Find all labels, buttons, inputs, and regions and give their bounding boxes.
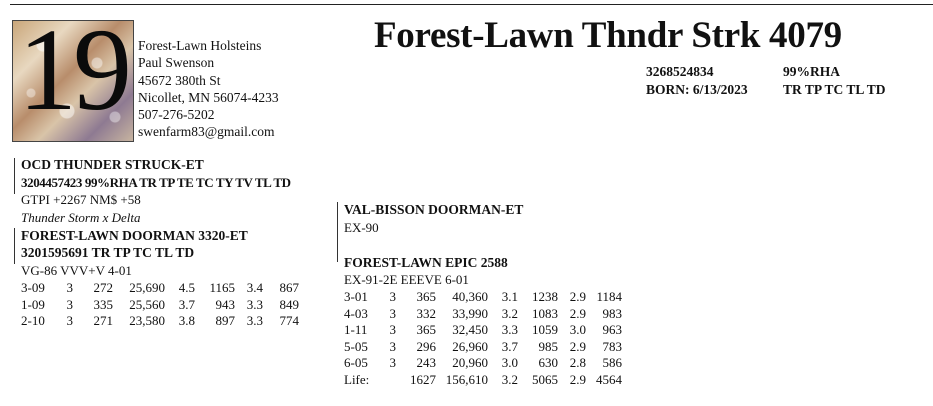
record-age: 3-01 xyxy=(344,289,368,304)
lot-number-box xyxy=(12,20,134,142)
record-age: 2-10 xyxy=(21,313,45,328)
record-milk: 26,960 xyxy=(452,338,488,354)
granddam-classification: EX-91-2E EEEVE 6-01 xyxy=(344,272,469,287)
record-fat-pct: 3.1 xyxy=(501,289,518,304)
city-state-zip: Nicollet, MN 56074-4233 xyxy=(138,89,279,105)
record-times: 3 xyxy=(389,355,396,370)
top-rule xyxy=(10,4,933,5)
record-milk: 25,560 xyxy=(129,296,165,312)
lot-number: 19 xyxy=(18,20,128,135)
lifetime-fat: 5065 xyxy=(532,371,558,387)
record-protein-pct: 3.3 xyxy=(246,313,263,328)
record-age: 3-09 xyxy=(21,280,45,295)
sire-bracket xyxy=(14,158,15,194)
record-fat-pct: 3.3 xyxy=(501,322,518,337)
record-protein-pct: 3.4 xyxy=(246,280,263,295)
lifetime-label: Life: xyxy=(344,371,370,387)
record-protein: 867 xyxy=(279,280,299,295)
record-fat-pct: 4.5 xyxy=(178,280,195,295)
record-days: 365 xyxy=(416,289,436,304)
record-milk: 20,960 xyxy=(452,355,488,370)
dam-classification: VG-86 VVV+V 4-01 xyxy=(21,263,132,278)
record-times: 3 xyxy=(389,289,396,304)
record-times: 3 xyxy=(389,338,396,354)
record-days: 271 xyxy=(93,313,113,328)
record-fat-pct: 3.2 xyxy=(501,305,518,321)
animal-info xyxy=(646,63,886,98)
record-protein-pct: 2.9 xyxy=(569,289,586,304)
lifetime-milk: 156,610 xyxy=(445,371,488,387)
table-row xyxy=(344,306,622,323)
record-days: 332 xyxy=(416,305,436,321)
registration-number: 3268524834 xyxy=(646,64,714,79)
genetic-codes: TR TP TC TL TD xyxy=(783,81,886,97)
record-fat: 1083 xyxy=(532,305,558,321)
sire-name: OCD THUNDER STRUCK-ET xyxy=(21,157,204,172)
record-days: 296 xyxy=(416,338,436,354)
table-row xyxy=(344,339,622,356)
table-row xyxy=(344,289,622,306)
rha-percent: 99%RHA xyxy=(783,64,840,79)
record-age: 5-05 xyxy=(344,338,368,354)
sire-registration: 3204457423 99%RHA TR TP TE TC TY TV TL TD xyxy=(21,175,291,190)
dam-name: FOREST-LAWN DOORMAN 3320-ET xyxy=(21,228,248,243)
record-times: 3 xyxy=(66,313,73,328)
table-row xyxy=(344,355,622,372)
birth-date: BORN: 6/13/2023 xyxy=(646,81,748,97)
record-protein: 849 xyxy=(279,296,299,312)
owner-name: Paul Swenson xyxy=(138,55,215,71)
record-protein-pct: 3.0 xyxy=(569,322,586,337)
dam-bracket xyxy=(14,228,15,264)
lifetime-protein: 4564 xyxy=(596,371,622,387)
consignor-block xyxy=(138,37,279,141)
record-protein: 774 xyxy=(279,313,299,328)
record-age: 4-03 xyxy=(344,305,368,321)
record-days: 272 xyxy=(93,280,113,295)
record-times: 3 xyxy=(389,322,396,337)
dam-registration: 3201595691 TR TP TC TL TD xyxy=(21,245,195,260)
record-times: 3 xyxy=(66,296,73,312)
record-days: 243 xyxy=(416,355,436,370)
record-milk: 33,990 xyxy=(452,305,488,321)
farm-name: Forest-Lawn Holsteins xyxy=(138,38,262,53)
phone-number: 507-276-5202 xyxy=(138,107,215,123)
record-milk: 32,450 xyxy=(452,322,488,337)
record-protein: 586 xyxy=(602,355,622,370)
record-fat-pct: 3.0 xyxy=(501,355,518,370)
record-age: 6-05 xyxy=(344,355,368,370)
record-times: 3 xyxy=(389,305,396,321)
record-times: 3 xyxy=(66,280,73,295)
record-days: 335 xyxy=(93,296,113,312)
record-fat: 1165 xyxy=(209,280,235,295)
record-protein: 983 xyxy=(602,305,622,321)
sire-pedigree: Thunder Storm x Delta xyxy=(21,210,141,225)
record-milk: 40,360 xyxy=(452,289,488,304)
record-days: 365 xyxy=(416,322,436,337)
record-protein: 783 xyxy=(602,338,622,354)
record-protein: 1184 xyxy=(596,289,622,304)
record-age: 1-11 xyxy=(344,322,368,337)
sire-proof: GTPI +2267 NM$ +58 xyxy=(21,192,141,207)
table-row xyxy=(344,372,622,389)
animal-name: Forest-Lawn Thndr Strk 4079 xyxy=(374,15,842,56)
table-row xyxy=(21,297,299,314)
record-milk: 23,580 xyxy=(129,313,165,328)
record-protein-pct: 2.9 xyxy=(569,338,586,354)
dam-sire-name: VAL-BISSON DOORMAN-ET xyxy=(344,202,524,217)
record-fat: 630 xyxy=(538,355,558,370)
table-row xyxy=(21,313,299,330)
email-address: swenfarm83@gmail.com xyxy=(138,124,275,140)
record-protein-pct: 2.9 xyxy=(569,305,586,321)
record-fat: 1238 xyxy=(532,289,558,304)
record-fat-pct: 3.7 xyxy=(178,296,195,312)
record-age: 1-09 xyxy=(21,296,45,312)
record-fat: 985 xyxy=(538,338,558,354)
street-address: 45672 380th St xyxy=(138,72,221,88)
lifetime-fat-pct: 3.2 xyxy=(501,371,518,387)
table-row xyxy=(344,322,622,339)
lifetime-protein-pct: 2.9 xyxy=(569,371,586,387)
lifetime-days: 1627 xyxy=(410,371,436,387)
record-fat: 897 xyxy=(215,313,235,328)
granddam-name: FOREST-LAWN EPIC 2588 xyxy=(344,255,508,270)
record-fat-pct: 3.8 xyxy=(178,313,195,328)
record-protein-pct: 2.8 xyxy=(569,355,586,370)
record-protein-pct: 3.3 xyxy=(246,296,263,312)
record-fat: 943 xyxy=(215,296,235,312)
record-fat-pct: 3.7 xyxy=(501,338,518,354)
granddam-records-table xyxy=(344,289,622,388)
record-protein: 963 xyxy=(602,322,622,337)
maternal-bracket xyxy=(337,202,338,262)
dam-records-table xyxy=(21,280,299,330)
record-milk: 25,690 xyxy=(129,280,165,295)
dam-sire-classification: EX-90 xyxy=(344,220,379,235)
record-fat: 1059 xyxy=(532,322,558,337)
table-row xyxy=(21,280,299,297)
